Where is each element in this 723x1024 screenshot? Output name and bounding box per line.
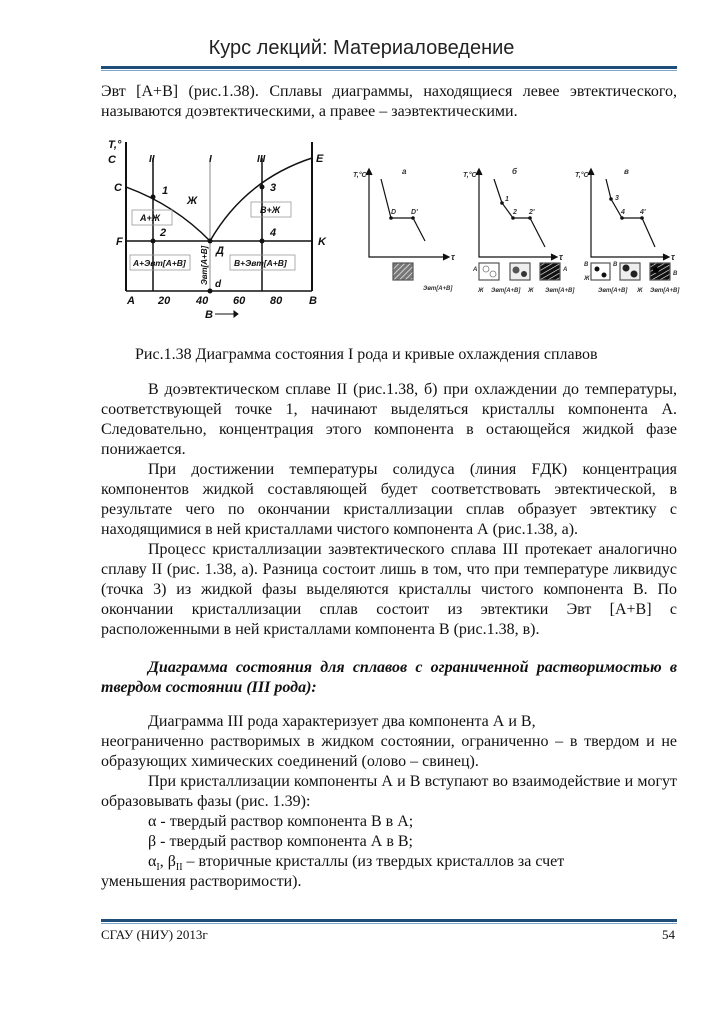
label-d: d [215, 279, 222, 290]
curve-point-4: 4 [621, 209, 625, 216]
alpha-symbol: α [148, 853, 157, 870]
region-a-eut: А+Эвт[А+В] [133, 258, 186, 268]
footer-rule-thin [101, 923, 677, 924]
subscript-i: I [156, 862, 160, 874]
paragraph-3: Процесс кристаллизации заэвтектического сплава III протекает аналогично сплаву II (рис. 1.38, а). Разница состоит лишь в том, что при температуре ликвидус (точка 3) из жидкой фазы выделяются кристаллы чистого компонента В. По окончании кристаллизации сплав состоит из эвтектики Эвт [А+В] с расположенными в ней кристаллами компонента В (рис.1.38, в). [101, 541, 677, 638]
page-body [101, 82, 677, 892]
subscript-ii: II [175, 862, 183, 874]
intro-text: Эвт [А+В] (рис.1.38). Сплавы диаграммы, находящиеся левее эвтектического, называются доэвтектическими, а правее – заэвтектическими. [101, 83, 677, 120]
micro-label: Ж [584, 276, 590, 282]
micro-label: В [613, 262, 618, 268]
curve-point-1: 1 [505, 196, 509, 203]
micro-label: Ж [478, 288, 484, 294]
curve-c-x-label: τ [671, 252, 675, 262]
x-tick-80: 80 [270, 295, 283, 307]
curve-point-2: 2 [513, 209, 517, 216]
label-e: E [316, 153, 324, 165]
x-tick-b: B [309, 295, 317, 307]
page-header-title: Курс лекций: Материаловедение [208, 37, 515, 59]
micro-label: Ж [528, 288, 534, 294]
list-alpha: α - твердый раствор компонента В в А; [148, 813, 414, 830]
label-k: K [318, 236, 326, 248]
point-4: 4 [270, 227, 277, 239]
micro-label: В [673, 271, 678, 277]
region-liquid: Ж [187, 195, 198, 207]
x-axis-label: В [205, 309, 213, 321]
micro-label: Эвт[А+В] [423, 286, 453, 292]
footer-left: СГАУ (НИУ) 2013г [101, 927, 208, 942]
list-beta: β - твердый раствор компонента А в В; [148, 833, 413, 850]
curve-b-y-label: T,°C [463, 172, 477, 179]
region-b-l: В+Ж [260, 205, 281, 215]
label-c-top: C [108, 154, 116, 166]
list-secondary-cont: уменьшения растворимости). [101, 873, 302, 890]
paragraph-4-rest: неограниченно растворимых в жидком состоянии, ограниченно – в твердом и не образующих химических соединений (олово – свинец). [101, 733, 677, 770]
point-D-prime: D' [411, 209, 418, 216]
micro-label: А [563, 267, 568, 273]
point-2: 2 [160, 227, 167, 239]
alloy-ii: II [149, 154, 155, 165]
x-tick-40: 40 [196, 295, 209, 307]
micro-label: Ж [637, 288, 643, 294]
label-c: C [114, 182, 122, 194]
point-1: 1 [162, 185, 169, 197]
panel-b-label: б [512, 167, 517, 176]
x-tick-20: 20 [158, 295, 171, 307]
curve-point-4-prime: 4' [640, 209, 646, 216]
figure-caption: Рис.1.38 Диаграмма состояния I рода и кривые охлаждения сплавов [135, 346, 598, 363]
region-a-l: А+Ж [140, 213, 161, 223]
alloy-i: I [209, 154, 212, 165]
curve-a-y-label: T,°C [353, 172, 367, 179]
point-3: 3 [270, 182, 277, 194]
micro-label: Эвт[А+В] [598, 288, 628, 294]
secondary-text: – вторичные кристаллы (из твердых кристаллов за счет [182, 853, 565, 870]
x-tick-a: A [127, 295, 135, 307]
alloy-iii: III [257, 154, 266, 165]
point-D: D [391, 209, 397, 216]
label-f: F [116, 236, 123, 248]
curve-b-x-label: τ [559, 252, 563, 262]
paragraph-5: При кристаллизации компоненты А и В вступают во взаимодействие и могут образовывать фазы (рис. 1.39): [101, 773, 677, 810]
x-tick-60: 60 [233, 295, 246, 307]
curve-a-x-label: τ [451, 252, 455, 262]
panel-c-label: в [624, 167, 629, 176]
region-eut: Эвт[А+В] [200, 245, 209, 285]
curve-c-y-label: T,°C [575, 172, 589, 179]
paragraph-2: При достижении температуры солидуса (линия FДК) концентрация компонентов жидкой составляющей будет соответствовать эвтектической, в результате чего по окончании кристаллизации сплав образует эвтектику с находящимися в ней кристаллами чистого компонента А (рис.1.38, а). [101, 461, 677, 538]
footer-rule [101, 919, 677, 922]
micro-label: Эвт[А+В] [491, 288, 521, 294]
y-axis-label: T,° [108, 139, 122, 151]
micro-label: Эвт[А+В] [545, 288, 575, 294]
label-d-eutectic: Д [216, 245, 224, 257]
panel-a-label: а [402, 167, 407, 176]
micro-label: В [584, 262, 589, 268]
region-b-eut: В+Эвт[А+В] [234, 258, 287, 268]
phase-list [101, 812, 677, 892]
micro-label: Эвт[А+В] [650, 288, 680, 294]
curve-point-2-prime: 2' [529, 209, 535, 216]
curve-point-3: 3 [615, 195, 619, 202]
list-secondary [101, 852, 677, 872]
micro-label: А [473, 267, 478, 273]
paragraph-4-line1: Диаграмма III рода характеризует два компонента А и В, [148, 713, 536, 730]
section-heading: Диаграмма состояния для сплавов с ограниченной растворимостью в твердом состоянии (III рода): [101, 659, 677, 696]
paragraph-4 [101, 712, 677, 772]
page-number: 54 [662, 927, 675, 942]
paragraph-1: В доэвтектическом сплаве II (рис.1.38, б) при охлаждении до температуры, соответствующей точке 1, начинают выделяться кристаллы компонента А. Следовательно, концентрация этого компонента в остающейся жидкой фазе понижается. [101, 381, 677, 458]
beta-symbol: , β [159, 853, 176, 870]
